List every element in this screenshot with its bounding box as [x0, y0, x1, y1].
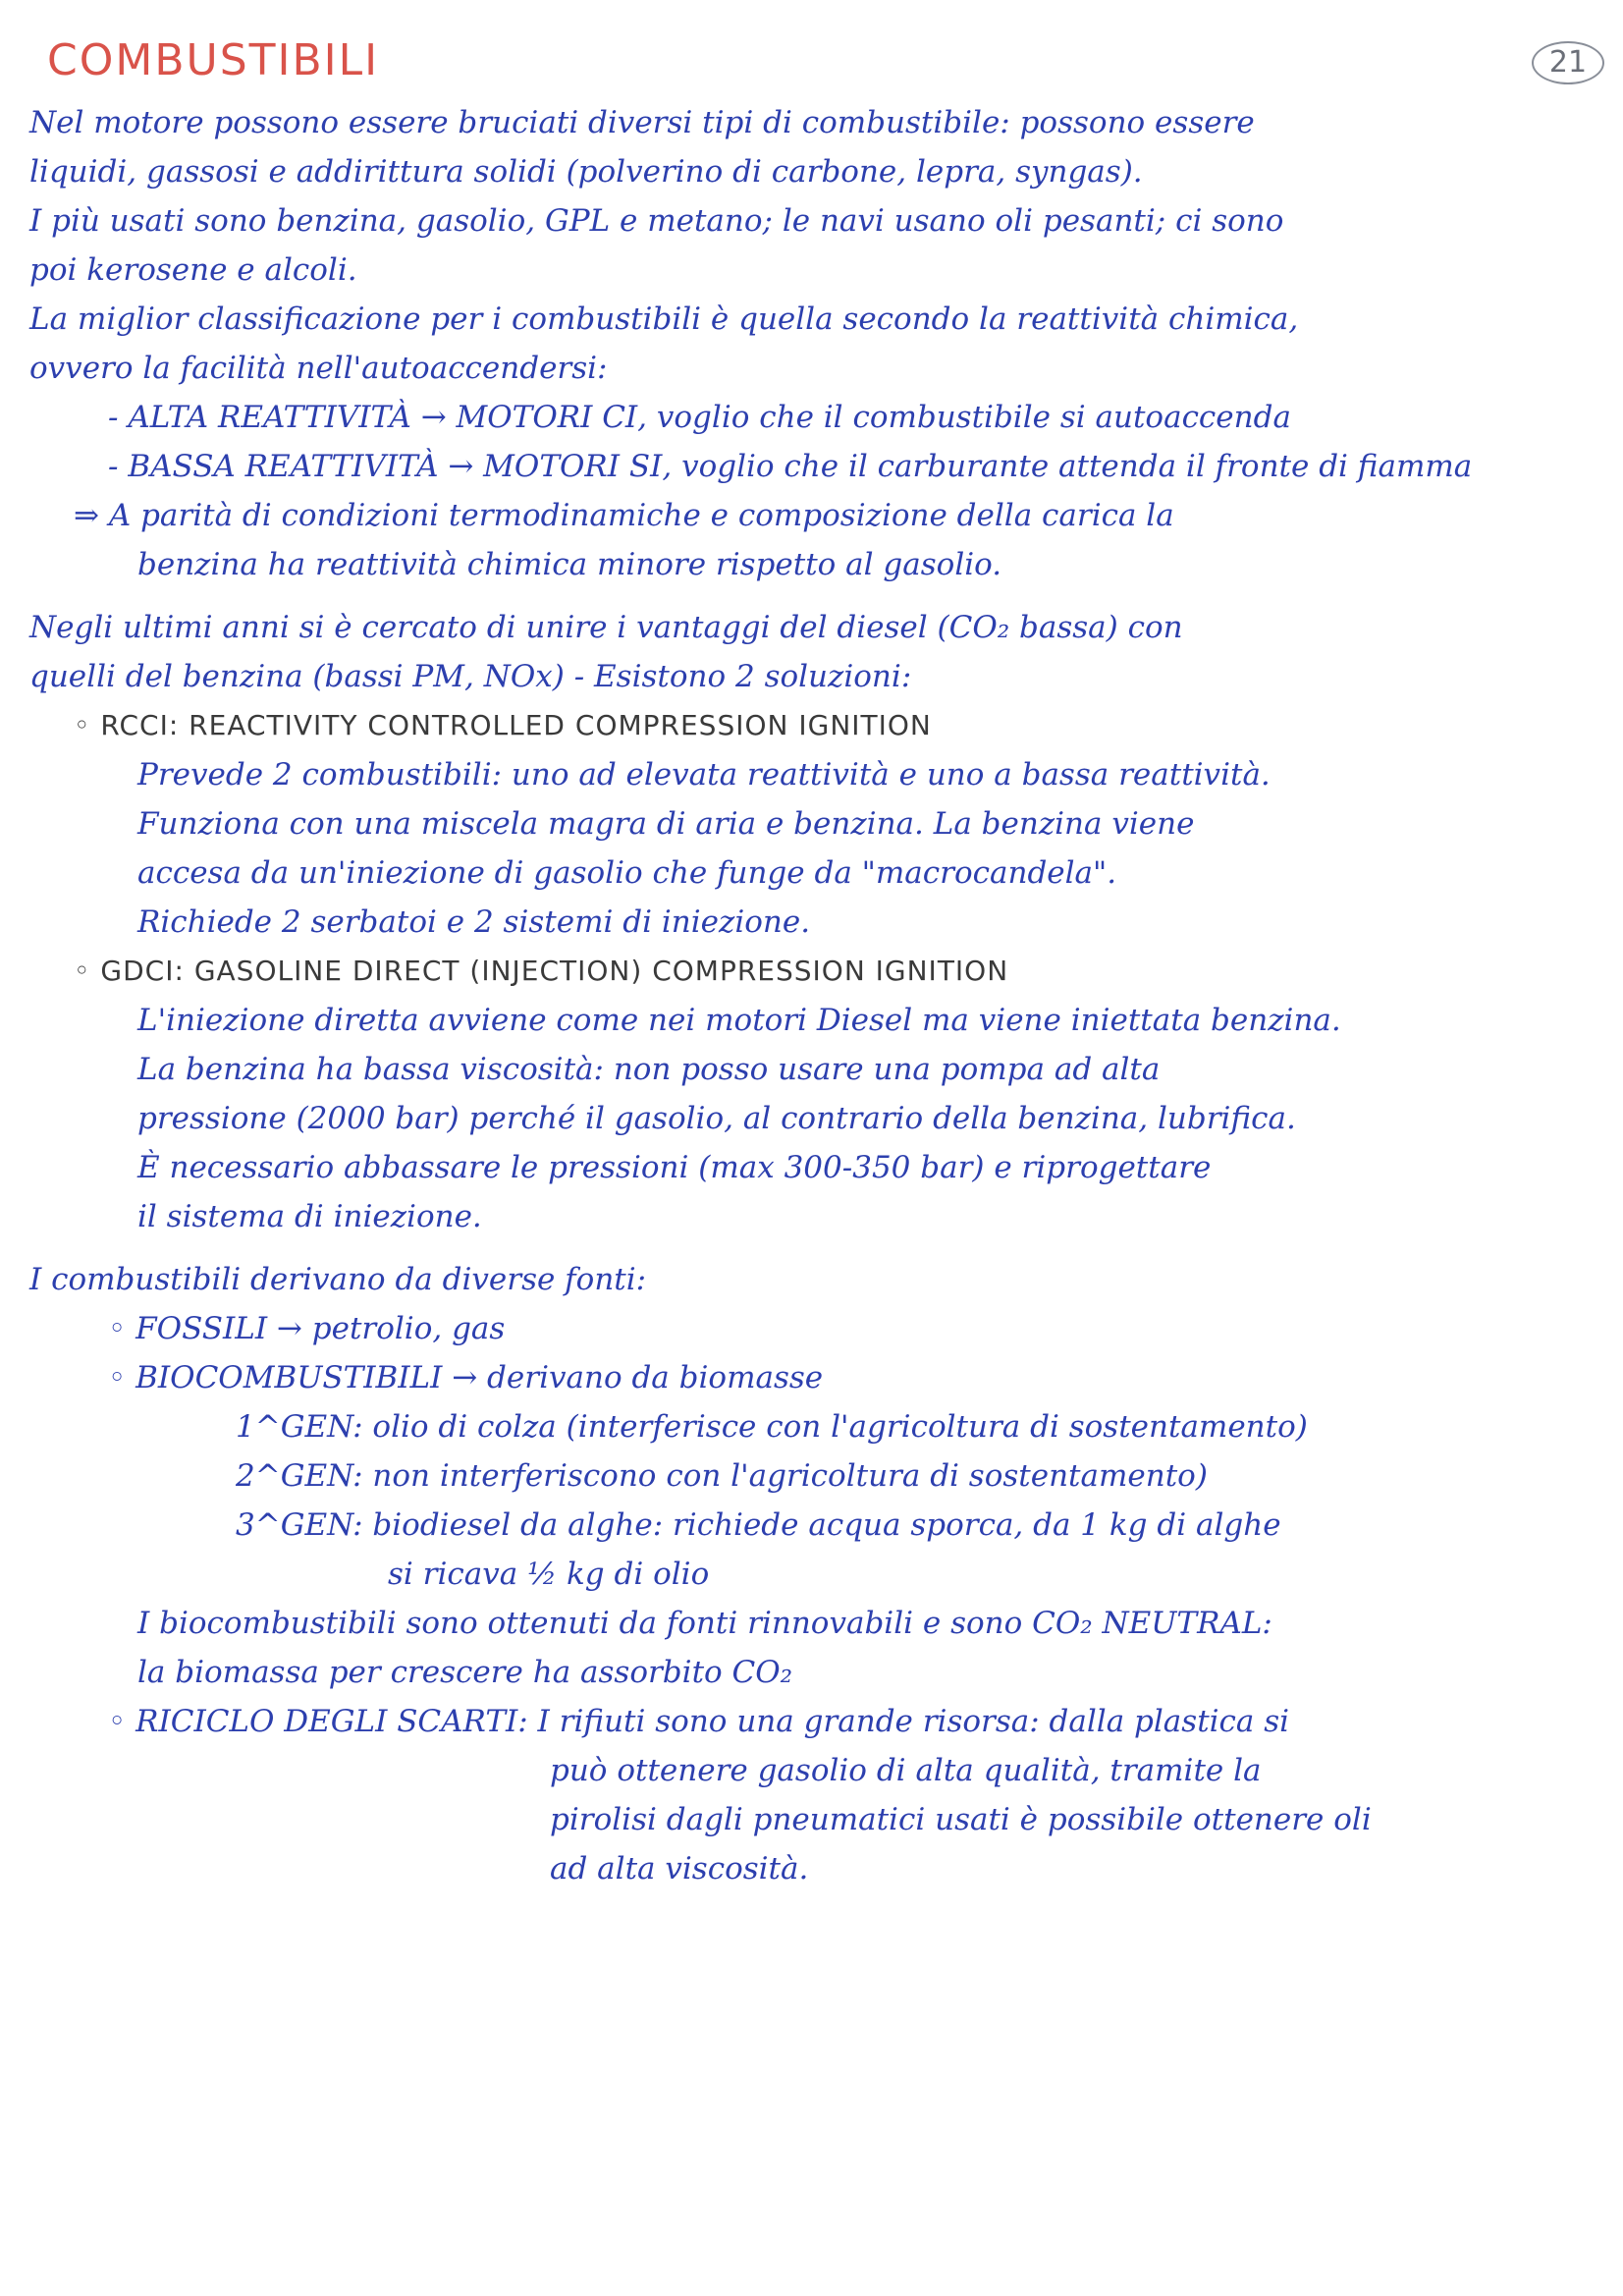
note-line: ◦ GDCI: GASOLINE DIRECT (INJECTION) COMPRESSION IGNITION — [74, 955, 1009, 987]
note-line: Richiede 2 serbatoi e 2 sistemi di iniezione. — [137, 904, 811, 940]
note-line: si ricava ½ kg di olio — [388, 1557, 710, 1592]
page-title: COMBUSTIBILI — [47, 35, 380, 85]
note-line: I combustibili derivano da diverse fonti: — [29, 1262, 647, 1297]
note-line: il sistema di iniezione. — [137, 1199, 482, 1234]
note-line: la biomassa per crescere ha assorbito CO₂ — [137, 1655, 793, 1690]
note-line: ad alta viscosità. — [550, 1851, 809, 1886]
note-line: ◦ BIOCOMBUSTIBILI → derivano da biomasse — [108, 1360, 824, 1395]
note-line: - ALTA REATTIVITÀ → MOTORI CI, voglio che il combustibile si autoaccenda — [108, 400, 1291, 435]
note-line: ◦ RICICLO DEGLI SCARTI: I rifiuti sono una grande risorsa: dalla plastica si — [108, 1704, 1290, 1739]
note-line: Prevede 2 combustibili: uno ad elevata reattività e uno a bassa reattività. — [137, 757, 1271, 793]
note-line: 1^GEN: olio di colza (interferisce con l'agricoltura di sostentamento) — [236, 1409, 1308, 1445]
note-line: quelli del benzina (bassi PM, NOx) - Esistono 2 soluzioni: — [29, 659, 912, 694]
note-line: accesa da un'iniezione di gasolio che funge da "macrocandela". — [137, 855, 1117, 891]
note-line: ovvero la facilità nell'autoaccendersi: — [29, 351, 608, 386]
note-line: ⇒ A parità di condizioni termodinamiche e composizione della carica la — [74, 498, 1174, 533]
notes-body — [29, 98, 1591, 1893]
note-line: La benzina ha bassa viscosità: non posso usare una pompa ad alta — [137, 1052, 1161, 1087]
note-line: pressione (2000 bar) perché il gasolio, al contrario della benzina, lubrifica. — [137, 1101, 1296, 1136]
note-line: Nel motore possono essere bruciati diversi tipi di combustibile: possono essere — [29, 105, 1255, 140]
note-line: ◦ FOSSILI → petrolio, gas — [108, 1311, 506, 1346]
note-line: liquidi, gassosi e addirittura solidi (polverino di carbone, lepra, syngas). — [29, 154, 1143, 190]
note-line: La miglior classificazione per i combustibili è quella secondo la reattività chimica, — [29, 301, 1299, 337]
note-line: benzina ha reattività chimica minore rispetto al gasolio. — [137, 547, 1002, 582]
note-line: pirolisi dagli pneumatici usati è possibile ottenere oli — [550, 1802, 1372, 1837]
note-line: 2^GEN: non interferiscono con l'agricoltura di sostentamento) — [236, 1458, 1208, 1494]
note-line: - BASSA REATTIVITÀ → MOTORI SI, voglio che il carburante attenda il fronte di fiamma — [108, 449, 1473, 484]
note-line: può ottenere gasolio di alta qualità, tramite la — [550, 1753, 1262, 1788]
note-line: I più usati sono benzina, gasolio, GPL e metano; le navi usano oli pesanti; ci sono — [29, 203, 1284, 239]
note-line: I biocombustibili sono ottenuti da fonti rinnovabili e sono CO₂ NEUTRAL: — [137, 1606, 1272, 1641]
note-line: Negli ultimi anni si è cercato di unire i vantaggi del diesel (CO₂ bassa) con — [29, 610, 1183, 645]
note-line: poi kerosene e alcoli. — [29, 252, 357, 288]
note-line: Funziona con una miscela magra di aria e benzina. La benzina viene — [137, 806, 1195, 842]
note-line: 3^GEN: biodiesel da alghe: richiede acqua sporca, da 1 kg di alghe — [236, 1507, 1281, 1543]
note-line: L'iniezione diretta avviene come nei motori Diesel ma viene iniettata benzina. — [137, 1003, 1341, 1038]
note-line: È necessario abbassare le pressioni (max 300-350 bar) e riprogettare — [137, 1150, 1212, 1185]
page-number: 21 — [1532, 41, 1604, 84]
note-line: ◦ RCCI: REACTIVITY CONTROLLED COMPRESSION IGNITION — [74, 709, 932, 741]
